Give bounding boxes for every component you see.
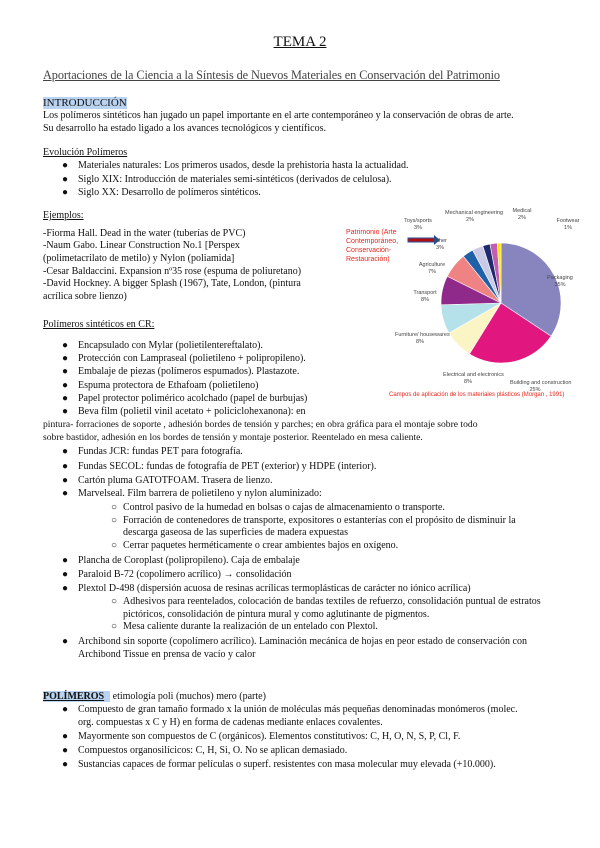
bullet-icon: ● [62, 461, 69, 472]
pie-label-name: Transport [413, 290, 437, 296]
list-item: Papel protector polimérico acolchado (papel de burbujas) [78, 393, 308, 404]
list-item: Protección con Lampraseal (polietileno + polipropileno). [78, 353, 306, 364]
pie-label-name: Footwear [556, 218, 580, 224]
bullet-icon: ● [62, 488, 69, 499]
pie-label-name: Toys/sports [404, 218, 432, 224]
sub-list-item: Mesa caliente durante la realización de un entelado con Plextol. [123, 621, 378, 632]
pie-label-name: Other [433, 238, 447, 244]
pie-label [395, 332, 450, 345]
list-item: Archibond sin soporte (copolímero acrílico). Laminación mecánica de hojas en peor estado de conservación con [78, 636, 527, 647]
circle-bullet-icon: ○ [111, 596, 118, 607]
bullet-icon: ● [62, 340, 69, 351]
list-item: Plextol D-498 (dispersión acuosa de resinas acrílicas termoplásticas de carácter no iónico acrílica) [78, 583, 471, 594]
list-item: Compuestos organosilícicos: C, H, Si, O. No se aplican demasiado. [78, 745, 348, 756]
document-subtitle: Aportaciones de la Ciencia a la Síntesis de Nuevos Materiales en Conservación del Patrimonio [43, 68, 500, 82]
pie-label-value: 1% [564, 224, 572, 231]
sub-list-item: Cerrar paquetes herméticamente o crear ambientes bajos en oxígeno. [123, 540, 399, 551]
list-item: Paraloid B-72 (copolímero acrílico) → consolidación [78, 569, 292, 580]
pie-label [407, 262, 457, 275]
bullet-icon: ● [62, 636, 69, 647]
list-item: Espuma protectora de Ethafoam (polietileno) [78, 380, 259, 391]
circle-bullet-icon: ○ [111, 502, 118, 513]
pie-label [497, 208, 547, 221]
example-line: -David Hockney. A bigger Splash (1967), Tate, London, (pintura [43, 278, 301, 289]
bullet-icon: ● [62, 366, 69, 377]
bullet-icon: ● [62, 759, 69, 770]
list-item: Mayormente son compuestos de C (orgánicos). Elementos constitutivos: C, H, O, N, S, P, Cl, F. [78, 731, 461, 742]
list-item: Beva film (polietil vinil acetato + policiclohexanona): en [78, 406, 306, 417]
polimeros-heading: POLÍMEROS [43, 691, 110, 702]
bullet-icon: ● [62, 555, 69, 566]
intro-line: Su desarrollo ha estado ligado a los avances tecnológicos y científicos. [43, 123, 326, 134]
cr-heading: Polímeros sintéticos en CR: [43, 319, 155, 330]
list-item: Cartón pluma GATOTFOAM. Trasera de lienzo. [78, 475, 273, 486]
list-item: Fundas JCR: fundas PET para fotografía. [78, 446, 243, 457]
example-line: -Cesar Baldaccini. Expansion nº35 rose (espuma de poliuretano) [43, 266, 302, 277]
pie-label-name: Agriculture [418, 262, 446, 268]
pie-label-value: 2% [518, 214, 526, 221]
example-line: -Naum Gabo. Linear Construction No.1 [Perspex [43, 240, 240, 251]
list-item-continuation: org. compuestas x C y H) en forma de cadenas mediante enlaces covalentes. [78, 717, 383, 728]
pie-label-name: Electrical and electronics [443, 372, 504, 378]
pie-label-value: 7% [428, 268, 436, 275]
pie-label-value: 8% [416, 338, 424, 345]
bullet-icon: ● [62, 406, 69, 417]
pie-label [415, 238, 465, 251]
list-item: Siglo XIX: Introducción de materiales semi-sintéticos (derivados de celulosa). [78, 174, 392, 185]
list-item-continuation: sobre bastidor, adhesión en los bordes de tensión y montaje posterior. Reentelado en mesa caliente. [43, 432, 423, 443]
list-item-continuation: Archibond Tissue en prensa de vacío y calor [78, 649, 256, 660]
sub-list-item: Forración de contenedores de transporte, expositores o estanterías con el propósito de disminuir la [123, 515, 516, 526]
bullet-icon: ● [62, 446, 69, 457]
pie-label-value: 35% [554, 281, 566, 288]
circle-bullet-icon: ○ [111, 540, 118, 551]
example-line: (polimetacrilato de metilo) y Nylon (poliamida] [43, 253, 235, 264]
evolucion-heading: Evolución Polímeros [43, 147, 128, 158]
figure-note: Restauración) [346, 256, 390, 263]
pie-label-name: Furniture/ housewares [395, 332, 450, 338]
bullet-icon: ● [62, 704, 69, 715]
list-item: Plancha de Coroplast (polipropileno). Caja de embalaje [78, 555, 300, 566]
pie-label-value: 3% [414, 224, 422, 231]
pie-label-name: Medical [512, 208, 532, 214]
pie-label [543, 218, 593, 231]
bullet-icon: ● [62, 583, 69, 594]
bullet-icon: ● [62, 569, 69, 580]
sub-list-item: Control pasivo de la humedad en bolsas o cajas de almacenamiento o transporte. [123, 502, 445, 513]
document-title: TEMA 2 [273, 34, 327, 50]
sub-list-item-continuation: pictóricos, consolidación de pintura mural y como aglutinante de pigmentos. [123, 609, 430, 620]
bullet-icon: ● [62, 380, 69, 391]
list-item: Fundas SECOL: fundas de fotografía de PET (exterior) y HDPE (interior). [78, 461, 377, 472]
bullet-icon: ● [62, 160, 69, 171]
list-item: Embalaje de piezas (polímeros espumados). Plastazote. [78, 366, 300, 377]
pie-label-value: 25% [529, 386, 541, 393]
pie-label [535, 275, 585, 288]
sub-list-item: Adhesivos para reentelados, colocación de bandas textiles de refuerzo, consolidación puntual de estratos [123, 596, 541, 607]
circle-bullet-icon: ○ [111, 515, 118, 526]
circle-bullet-icon: ○ [111, 621, 118, 632]
pie-label-value: 8% [464, 378, 472, 385]
etymology: etimología poli (muchos) mero (parte) [112, 691, 266, 702]
pie-label-name: Mechanical engineering [445, 210, 504, 216]
sub-list-item-continuation: descarga gaseosa de las superficies de madera expuestas [123, 527, 348, 538]
highlighted-heading: INTRODUCCIÓN [43, 97, 127, 109]
bullet-icon: ● [62, 745, 69, 756]
pie-label-value: 3% [436, 244, 444, 251]
pie-label-name: Packaging [547, 275, 573, 281]
example-line: acrílica sobre lienzo) [43, 291, 127, 302]
list-item: Marvelseal. Film barrera de polietileno y nylon aluminizado: [78, 488, 322, 499]
example-line: -Fiorma Hall. Dead in the water (tuberías de PVC) [43, 228, 246, 239]
pie-label-value: 2% [466, 216, 474, 223]
bullet-icon: ● [62, 731, 69, 742]
list-item-continuation: pintura- forraciones de soporte , adhesión bordes de tensión y parches; en obra gráfica para el montaje sobre todo [43, 419, 478, 430]
bullet-icon: ● [62, 353, 69, 364]
figure-note: Contemporáneo, [346, 238, 399, 245]
pie-label [443, 372, 504, 385]
list-item: Siglo XX: Desarrollo de polímeros sintéticos. [78, 187, 261, 198]
list-item: Sustancias capaces de formar películas o superf. resistentes con masa molecular muy elevada (+10.000). [78, 759, 496, 770]
list-item: Materiales naturales: Los primeros usados, desde la prehistoria hasta la actualidad. [78, 160, 409, 171]
bullet-icon: ● [62, 187, 69, 198]
bullet-icon: ● [62, 475, 69, 486]
pie-label [445, 210, 504, 223]
list-item: Encapsulado con Mylar (polietilentereftalato). [78, 340, 263, 351]
figure-caption: Campos de aplicación de los materiales plásticos (Morgan , 1991) [389, 392, 565, 398]
pie-label-name: Building and construction [510, 380, 572, 386]
figure-note: Patrimonio (Arte [346, 229, 397, 236]
ejemplos-heading: Ejemplos: [43, 210, 84, 221]
intro-line: Los polímeros sintéticos han jugado un papel importante en el arte contemporáneo y la conservación de obras de arte. [43, 110, 514, 121]
bullet-icon: ● [62, 393, 69, 404]
pie-label [400, 290, 450, 303]
figure-note: Conservación- [346, 247, 392, 254]
list-item: Compuesto de gran tamaño formado x la unión de moléculas más pequeñas denominadas monómeros (molec. [78, 704, 518, 715]
pie-label [393, 218, 443, 231]
pie-label-value: 8% [421, 296, 429, 303]
bullet-icon: ● [62, 174, 69, 185]
